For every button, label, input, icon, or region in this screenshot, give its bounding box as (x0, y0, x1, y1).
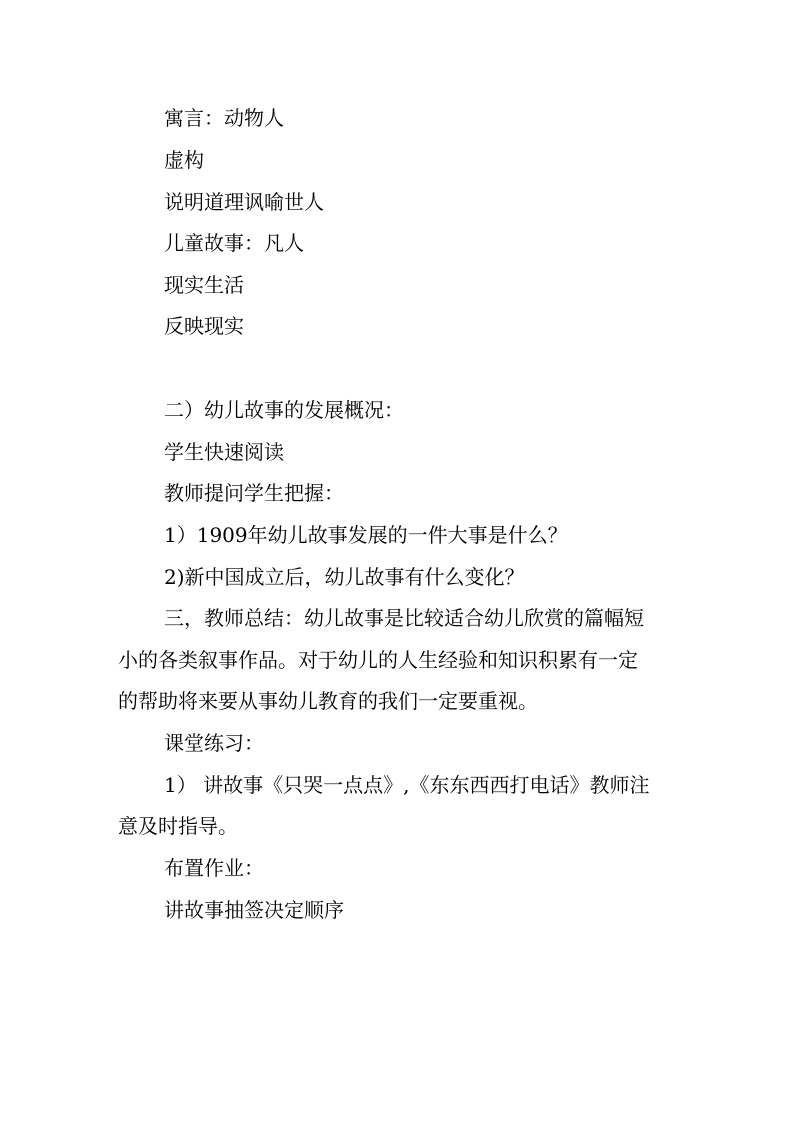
fable-line: 寓言：动物人 (164, 106, 284, 130)
summary-line-3: 的帮助将来要从事幼儿教育的我们一定要重视。 (118, 689, 538, 713)
summary-line-1: 三，教师总结：幼儿故事是比较适合幼儿欣赏的篇幅短 (164, 606, 644, 630)
practice-item-1-line-1: 1） 讲故事《只哭一点点》,《东东西西打电话》教师注 (164, 773, 650, 797)
fable-fiction-line: 虚构 (164, 148, 204, 172)
question-2: 2)新中国成立后，幼儿故事有什么变化？ (164, 565, 525, 589)
practice-item-1-line-2: 意及时指导。 (118, 814, 238, 838)
question-1: 1）1909年幼儿故事发展的一件大事是什么？ (164, 523, 568, 547)
teacher-question-line: 教师提问学生把握： (164, 481, 344, 505)
summary-line-2: 小的各类叙事作品。对于幼儿的人生经验和知识积累有一定 (118, 648, 638, 672)
homework-content: 讲故事抽签决定顺序 (164, 898, 344, 922)
student-reading-line: 学生快速阅读 (164, 440, 284, 464)
children-story-line: 儿童故事：凡人 (164, 231, 304, 255)
children-story-life-line: 现实生活 (164, 273, 244, 297)
fable-moral-line: 说明道理讽喻世人 (164, 190, 324, 214)
section-heading-development: 二）幼儿故事的发展概况： (164, 398, 404, 422)
practice-heading: 课堂练习： (164, 731, 264, 755)
children-story-reflect-line: 反映现实 (164, 314, 244, 338)
homework-heading: 布置作业： (164, 856, 264, 880)
